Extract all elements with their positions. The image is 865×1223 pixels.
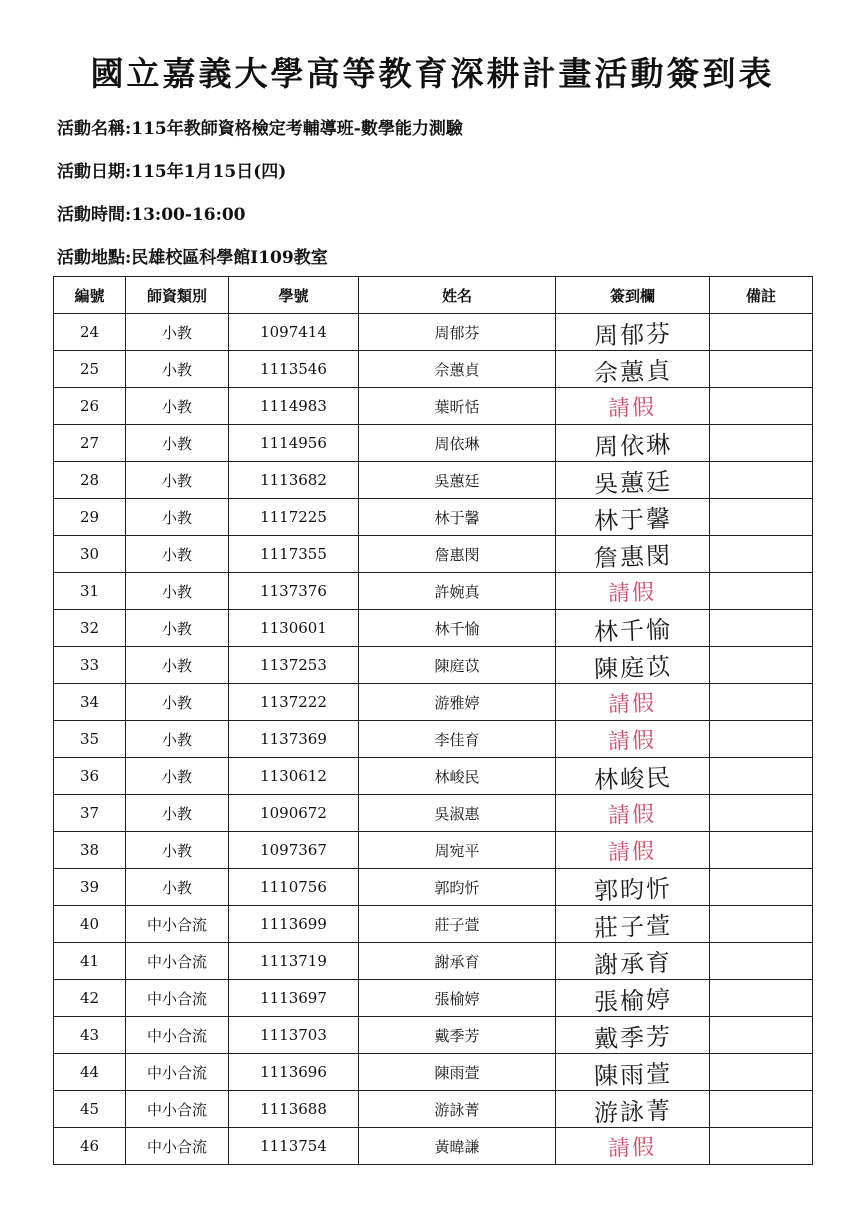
handwritten-signature: 林于馨 [593,504,673,535]
cell-name: 吳淑惠 [359,795,556,832]
cell-signature [556,536,710,573]
cell-category: 小教 [126,795,229,832]
cell-number: 35 [54,721,126,758]
cell-category: 中小合流 [126,1091,229,1128]
cell-remarks [710,943,813,980]
cell-number: 28 [54,462,126,499]
table-row [54,499,813,536]
cell-category: 小教 [126,351,229,388]
sign-in-table [53,276,813,1165]
cell-category: 小教 [126,499,229,536]
cell-student-id: 1113754 [229,1128,359,1165]
cell-student-id: 1113682 [229,462,359,499]
leave-mark: 請假 [608,1134,657,1162]
cell-signature [556,832,710,869]
cell-category: 中小合流 [126,943,229,980]
activity-date: 活動日期:115年1月15日(四) [57,162,287,182]
cell-student-id: 1130612 [229,758,359,795]
cell-student-id: 1097414 [229,314,359,351]
cell-student-id: 1117225 [229,499,359,536]
cell-number: 42 [54,980,126,1017]
leave-mark: 請假 [608,394,657,422]
cell-signature [556,684,710,721]
cell-category: 小教 [126,869,229,906]
cell-name: 林千愉 [359,610,556,647]
cell-number: 40 [54,906,126,943]
cell-name: 周依琳 [359,425,556,462]
table-row [54,573,813,610]
cell-number: 24 [54,314,126,351]
cell-category: 小教 [126,721,229,758]
cell-category: 中小合流 [126,1054,229,1091]
cell-number: 31 [54,573,126,610]
cell-signature [556,795,710,832]
cell-student-id: 1117355 [229,536,359,573]
cell-category: 小教 [126,647,229,684]
cell-student-id: 1137376 [229,573,359,610]
cell-name: 郭昀忻 [359,869,556,906]
cell-remarks [710,610,813,647]
cell-number: 44 [54,1054,126,1091]
cell-number: 29 [54,499,126,536]
cell-name: 謝承育 [359,943,556,980]
cell-number: 25 [54,351,126,388]
handwritten-signature: 戴季芳 [593,1022,673,1053]
handwritten-signature: 周郁芬 [593,319,673,350]
leave-mark: 請假 [608,579,657,607]
table-row [54,388,813,425]
table-header-row [54,277,813,314]
table-row [54,832,813,869]
cell-number: 26 [54,388,126,425]
cell-student-id: 1110756 [229,869,359,906]
cell-student-id: 1113697 [229,980,359,1017]
cell-signature [556,1128,710,1165]
handwritten-signature: 吳蕙廷 [593,467,673,498]
cell-remarks [710,1091,813,1128]
table-row [54,425,813,462]
handwritten-signature: 林千愉 [593,615,673,646]
cell-category: 小教 [126,610,229,647]
activity-name: 活動名稱:115年教師資格檢定考輔導班-數學能力測驗 [57,119,463,139]
cell-student-id: 1137369 [229,721,359,758]
cell-signature [556,1054,710,1091]
cell-student-id: 1097367 [229,832,359,869]
cell-remarks [710,721,813,758]
cell-number: 37 [54,795,126,832]
page-title: 國立嘉義大學高等教育深耕計畫活動簽到表 [90,54,775,93]
cell-signature [556,462,710,499]
cell-remarks [710,647,813,684]
cell-name: 林于馨 [359,499,556,536]
cell-remarks [710,1128,813,1165]
cell-signature [556,314,710,351]
cell-remarks [710,980,813,1017]
cell-category: 中小合流 [126,1128,229,1165]
cell-signature [556,499,710,536]
cell-remarks [710,388,813,425]
leave-mark: 請假 [608,838,657,866]
cell-name: 黃暐謙 [359,1128,556,1165]
cell-number: 27 [54,425,126,462]
activity-time: 活動時間:13:00-16:00 [57,205,246,225]
cell-category: 小教 [126,573,229,610]
table-row [54,536,813,573]
cell-number: 39 [54,869,126,906]
col-header-remarks: 備註 [710,277,813,314]
cell-student-id: 1113719 [229,943,359,980]
table-row [54,647,813,684]
cell-category: 小教 [126,536,229,573]
cell-name: 林峻民 [359,758,556,795]
cell-signature [556,351,710,388]
cell-name: 莊子萱 [359,906,556,943]
table-row [54,758,813,795]
handwritten-signature: 陳雨萱 [593,1059,673,1090]
handwritten-signature: 謝承育 [593,948,673,979]
handwritten-signature: 詹惠閔 [593,541,673,572]
cell-signature [556,1091,710,1128]
cell-remarks [710,425,813,462]
cell-number: 41 [54,943,126,980]
col-header-category: 師資類別 [126,277,229,314]
table-row [54,1054,813,1091]
cell-category: 小教 [126,832,229,869]
cell-signature [556,906,710,943]
col-header-student-id: 學號 [229,277,359,314]
cell-name: 張榆婷 [359,980,556,1017]
table-row [54,869,813,906]
cell-signature [556,721,710,758]
table-row [54,684,813,721]
cell-remarks [710,832,813,869]
cell-signature [556,573,710,610]
cell-remarks [710,906,813,943]
table-row [54,943,813,980]
cell-remarks [710,795,813,832]
table-row [54,906,813,943]
cell-name: 陳雨萱 [359,1054,556,1091]
cell-name: 佘蕙貞 [359,351,556,388]
cell-signature [556,610,710,647]
handwritten-signature: 游詠菁 [593,1096,673,1127]
table-row [54,721,813,758]
cell-student-id: 1130601 [229,610,359,647]
table-row [54,980,813,1017]
cell-category: 小教 [126,425,229,462]
cell-remarks [710,684,813,721]
col-header-name: 姓名 [359,277,556,314]
cell-number: 43 [54,1017,126,1054]
cell-name: 戴季芳 [359,1017,556,1054]
cell-signature [556,388,710,425]
cell-category: 小教 [126,314,229,351]
cell-name: 李佳育 [359,721,556,758]
cell-student-id: 1137253 [229,647,359,684]
cell-number: 45 [54,1091,126,1128]
handwritten-signature: 周依琳 [593,430,673,461]
cell-number: 46 [54,1128,126,1165]
cell-category: 中小合流 [126,906,229,943]
table-row [54,462,813,499]
cell-student-id: 1114956 [229,425,359,462]
col-header-number: 編號 [54,277,126,314]
table-row [54,351,813,388]
cell-name: 陳庭苡 [359,647,556,684]
cell-name: 周郁芬 [359,314,556,351]
col-header-signature: 簽到欄 [556,277,710,314]
table-row [54,1091,813,1128]
cell-signature [556,425,710,462]
cell-name: 吳蕙廷 [359,462,556,499]
cell-signature [556,980,710,1017]
cell-name: 周宛平 [359,832,556,869]
handwritten-signature: 林峻民 [593,763,673,794]
cell-category: 小教 [126,684,229,721]
handwritten-signature: 佘蕙貞 [593,356,673,387]
cell-signature [556,647,710,684]
cell-number: 38 [54,832,126,869]
table-row [54,314,813,351]
cell-student-id: 1113688 [229,1091,359,1128]
leave-mark: 請假 [608,801,657,829]
table-row [54,610,813,647]
cell-remarks [710,1017,813,1054]
leave-mark: 請假 [608,690,657,718]
cell-remarks [710,462,813,499]
cell-remarks [710,499,813,536]
handwritten-signature: 張榆婷 [593,985,673,1016]
cell-signature [556,1017,710,1054]
cell-student-id: 1090672 [229,795,359,832]
handwritten-signature: 郭昀忻 [593,874,673,905]
cell-signature [556,943,710,980]
cell-name: 游詠菁 [359,1091,556,1128]
cell-remarks [710,758,813,795]
cell-remarks [710,351,813,388]
cell-category: 中小合流 [126,980,229,1017]
cell-name: 游雅婷 [359,684,556,721]
cell-number: 30 [54,536,126,573]
cell-name: 詹惠閔 [359,536,556,573]
cell-remarks [710,869,813,906]
cell-number: 33 [54,647,126,684]
cell-category: 小教 [126,388,229,425]
cell-remarks [710,536,813,573]
cell-number: 34 [54,684,126,721]
cell-remarks [710,573,813,610]
cell-student-id: 1113696 [229,1054,359,1091]
cell-name: 許婉真 [359,573,556,610]
activity-place: 活動地點:民雄校區科學館I109教室 [57,248,328,268]
cell-number: 36 [54,758,126,795]
cell-signature [556,758,710,795]
cell-signature [556,869,710,906]
cell-number: 32 [54,610,126,647]
leave-mark: 請假 [608,727,657,755]
cell-category: 小教 [126,462,229,499]
cell-remarks [710,314,813,351]
cell-category: 小教 [126,758,229,795]
handwritten-signature: 莊子萱 [593,911,673,942]
table-row [54,1017,813,1054]
handwritten-signature: 陳庭苡 [593,652,673,683]
table-row [54,795,813,832]
cell-student-id: 1113703 [229,1017,359,1054]
cell-student-id: 1114983 [229,388,359,425]
cell-category: 中小合流 [126,1017,229,1054]
cell-student-id: 1137222 [229,684,359,721]
cell-remarks [710,1054,813,1091]
cell-name: 葉昕恬 [359,388,556,425]
cell-student-id: 1113699 [229,906,359,943]
cell-student-id: 1113546 [229,351,359,388]
table-row [54,1128,813,1165]
